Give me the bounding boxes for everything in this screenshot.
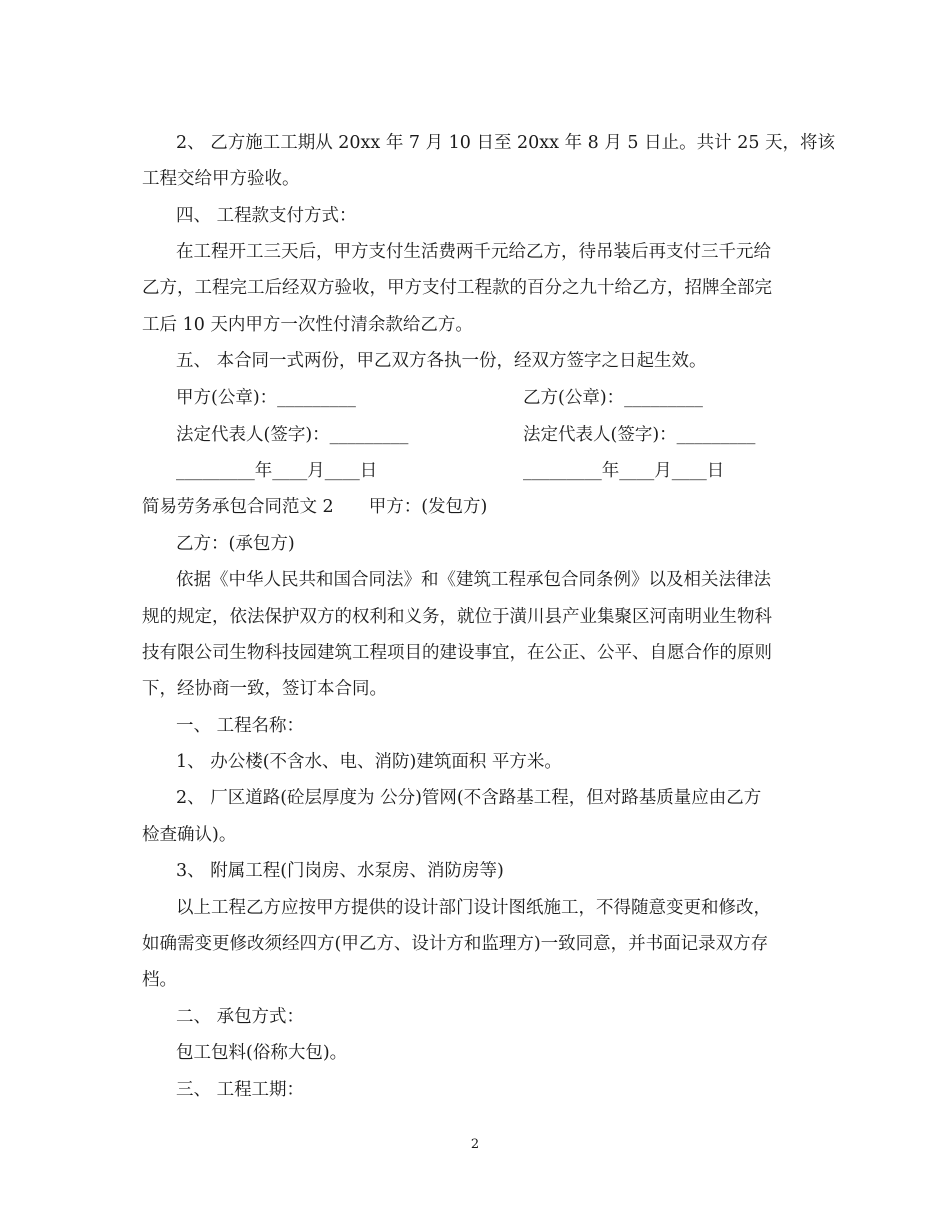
party-b-seal: 乙方(公章)：_________ xyxy=(523,388,703,408)
party-a-representative: 法定代表人(签字)：_________ xyxy=(176,425,409,445)
heading-contract-method: 二、 承包方式： xyxy=(176,1007,305,1027)
item-office-building: 1、 办公楼(不含水、电、消防)建筑面积 平方米。 xyxy=(176,752,562,772)
contract-method-text: 包工包料(俗称大包)。 xyxy=(176,1043,348,1063)
party-b-date: _________年____月____日 xyxy=(523,461,725,481)
party-a-seal: 甲方(公章)：_________ xyxy=(176,388,356,408)
clause-duration-line1: 2、 乙方施工工期从 20xx 年 7 月 10 日至 20xx 年 8 月 5 日止。共计 25 天，将该 xyxy=(176,133,836,153)
page-number: 2 xyxy=(470,1137,480,1152)
party-b-label: 乙方：(承包方) xyxy=(176,534,295,554)
clause-duration-line2: 工程交给甲方验收。 xyxy=(142,169,300,189)
construction-paragraph-line2: 如确需变更修改须经四方(甲乙方、设计方和监理方)一致同意，并书面记录双方存 xyxy=(142,934,769,954)
heading-project-name: 一、 工程名称： xyxy=(176,716,305,736)
heading-payment-method: 四、 工程款支付方式： xyxy=(176,206,357,226)
payment-paragraph-line2: 乙方，工程完工后经双方验收，甲方支付工程款的百分之九十给乙方，招牌全部完 xyxy=(142,278,772,298)
preamble-line2: 规的规定，依法保护双方的权利和义务，就位于潢川县产业集聚区河南明业生物科 xyxy=(142,607,772,627)
preamble-line3: 技有限公司生物科技园建筑工程项目的建设事宜，在公正、公平、自愿合作的原则 xyxy=(142,643,772,663)
clause-copies: 五、 本合同一式两份，甲乙双方各执一份，经双方签字之日起生效。 xyxy=(176,351,707,371)
item-roads-line1: 2、 厂区道路(砼层厚度为 公分)管网(不含路基工程，但对路基质量应由乙方 xyxy=(176,788,762,808)
party-a-date: _________年____月____日 xyxy=(176,461,378,481)
party-b-representative: 法定代表人(签字)：_________ xyxy=(523,425,756,445)
payment-paragraph-line1: 在工程开工三天后，甲方支付生活费两千元给乙方，待吊装后再支付三千元给 xyxy=(176,242,771,262)
payment-paragraph-line3: 工后 10 天内甲方一次性付清余款给乙方。 xyxy=(142,315,473,335)
preamble-line4: 下，经协商一致，签订本合同。 xyxy=(142,679,387,699)
construction-paragraph-line3: 档。 xyxy=(142,970,177,990)
item-roads-line2: 检查确认)。 xyxy=(142,825,237,845)
construction-paragraph-line1: 以上工程乙方应按甲方提供的设计部门设计图纸施工，不得随意变更和修改， xyxy=(176,898,771,918)
sample-title: 简易劳务承包合同范文 2 甲方：(发包方) xyxy=(142,497,488,517)
item-ancillary: 3、 附属工程(门岗房、水泵房、消防房等) xyxy=(176,861,504,881)
preamble-line1: 依据《中华人民共和国合同法》和《建筑工程承包合同条例》以及相关法律法 xyxy=(176,570,771,590)
heading-construction-period: 三、 工程工期： xyxy=(176,1080,305,1100)
